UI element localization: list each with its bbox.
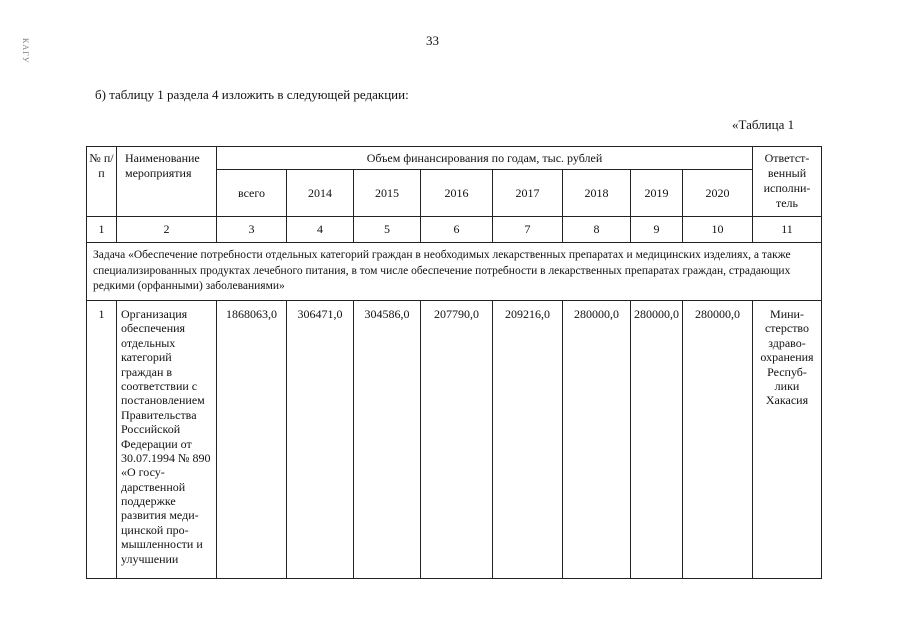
funding-table bbox=[86, 146, 822, 579]
header-total: всего bbox=[217, 170, 287, 217]
col-number: 2 bbox=[117, 217, 217, 243]
col-number: 11 bbox=[753, 217, 822, 243]
col-number: 9 bbox=[631, 217, 683, 243]
row-executor: Мини- стерство здраво- охранения Респуб- лики Хакасия bbox=[753, 301, 822, 579]
value-2015: 304586,0 bbox=[354, 301, 421, 579]
header-year-2014: 2014 bbox=[287, 170, 354, 217]
page-number: 33 bbox=[426, 33, 439, 48]
col-number: 1 bbox=[87, 217, 117, 243]
value-2018: 280000,0 bbox=[563, 301, 631, 579]
col-number: 10 bbox=[683, 217, 753, 243]
table-row bbox=[87, 301, 822, 579]
col-number: 3 bbox=[217, 217, 287, 243]
col-number: 4 bbox=[287, 217, 354, 243]
header-year-2018: 2018 bbox=[563, 170, 631, 217]
col-number: 8 bbox=[563, 217, 631, 243]
header-year-2017: 2017 bbox=[493, 170, 563, 217]
col-number: 6 bbox=[421, 217, 493, 243]
side-mark: КАГУ bbox=[21, 38, 30, 64]
task-row: Задача «Обеспечение потребности отдельных категорий граждан в необходимых лекарственных препаратах и медицинских изделиях, а также специализированных продуктах лечебного питания, в том числе обеспечение потребности в лекарственных препаратах граждан, страдающих редкими (орфанными) заболеваниями» bbox=[87, 243, 822, 301]
intro-text: б) таблицу 1 раздела 4 изложить в следующей редакции: bbox=[95, 87, 409, 102]
col-number: 5 bbox=[354, 217, 421, 243]
value-2020: 280000,0 bbox=[683, 301, 753, 579]
row-num: 1 bbox=[87, 301, 117, 579]
value-2019: 280000,0 bbox=[631, 301, 683, 579]
header-name: Наименованиe мероприятия bbox=[117, 147, 217, 217]
header-year-2020: 2020 bbox=[683, 170, 753, 217]
value-2014: 306471,0 bbox=[287, 301, 354, 579]
row-description: Организация обеспечения отдельных категорий граждан в соответствии с постановлением Правительства Российской Федерации от 30.07.1994 № 890 «О госу- дарственной поддержке развития меди- цинской про- мышленности и улучшении bbox=[117, 301, 217, 579]
header-num: № п/п bbox=[87, 147, 117, 217]
header-executor: Ответст- венный исполни- тель bbox=[753, 147, 822, 217]
value-2016: 207790,0 bbox=[421, 301, 493, 579]
header-funding: Объем финансирования по годам, тыс. рублей bbox=[217, 147, 753, 170]
column-number-row bbox=[87, 217, 822, 243]
header-year-2015: 2015 bbox=[354, 170, 421, 217]
value-2017: 209216,0 bbox=[493, 301, 563, 579]
header-year-2019: 2019 bbox=[631, 170, 683, 217]
col-number: 7 bbox=[493, 217, 563, 243]
value-total: 1868063,0 bbox=[217, 301, 287, 579]
table-caption: «Таблица 1 bbox=[732, 117, 795, 132]
header-year-2016: 2016 bbox=[421, 170, 493, 217]
